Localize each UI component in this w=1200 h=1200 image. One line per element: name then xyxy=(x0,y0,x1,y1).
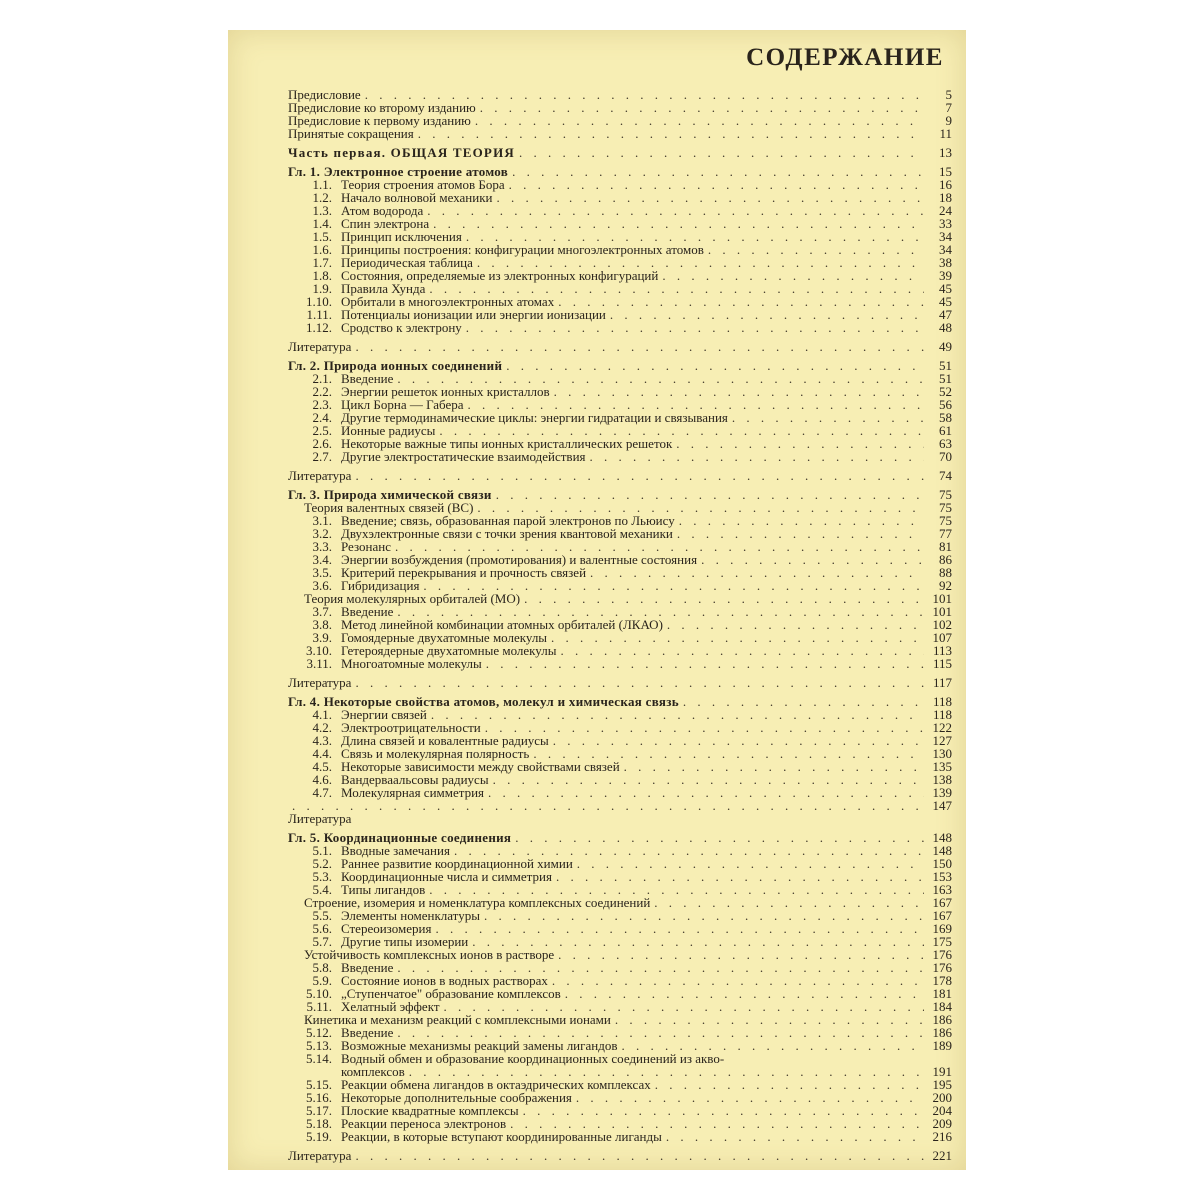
page-number: 148 xyxy=(932,843,952,858)
page-number: 39 xyxy=(939,268,952,283)
dot-leader xyxy=(418,127,924,140)
dot-leader xyxy=(662,269,924,282)
section-number: 3.7. xyxy=(312,604,332,619)
dot-leader xyxy=(485,721,924,734)
section-number: 5.18. xyxy=(306,1116,332,1131)
section-number: 5.9. xyxy=(312,973,332,988)
dot-leader xyxy=(355,676,924,689)
page-number: 200 xyxy=(932,1090,952,1105)
entry-title: Вандерваальсовы радиусы xyxy=(341,772,489,787)
toc-entry xyxy=(288,469,952,482)
page-number: 118 xyxy=(932,694,952,709)
entry-title: Состояния, определяемые из электронных конфигураций xyxy=(341,268,659,283)
entry-title: Некоторые дополнительные соображения xyxy=(341,1090,572,1105)
entry-title: Хелатный эффект xyxy=(341,999,440,1014)
section-number: 2.2. xyxy=(312,384,332,399)
page-number: 167 xyxy=(932,908,952,923)
dot-leader xyxy=(433,217,924,230)
entry-title: Возможные механизмы реакций замены лигандов xyxy=(341,1038,618,1053)
section-number: 5.15. xyxy=(306,1077,332,1092)
toc-entry xyxy=(288,657,952,670)
page-number: 216 xyxy=(932,1129,952,1144)
dot-leader xyxy=(556,870,924,883)
section-number: 4.1. xyxy=(312,707,332,722)
section-number: 2.7. xyxy=(312,449,332,464)
page-number: 189 xyxy=(932,1038,952,1053)
toc-entry xyxy=(288,1149,952,1162)
dot-leader xyxy=(427,204,924,217)
dot-leader xyxy=(610,308,924,321)
section-number: 5.10. xyxy=(306,986,332,1001)
section-number: 2.1. xyxy=(312,371,332,386)
page-number: 139 xyxy=(932,785,952,800)
section-number: 1.5. xyxy=(312,229,332,244)
page-number: 138 xyxy=(932,772,952,787)
dot-leader xyxy=(590,450,924,463)
page-number: 9 xyxy=(945,113,952,128)
entry-title: Реакции переноса электронов xyxy=(341,1116,507,1131)
entry-title: Вводные замечания xyxy=(341,843,450,858)
section-number: 3.10. xyxy=(306,643,332,658)
book-page xyxy=(228,30,966,1170)
toc-entry xyxy=(288,321,952,334)
dot-leader xyxy=(666,1130,924,1143)
dot-leader xyxy=(493,773,924,786)
page-number: 75 xyxy=(939,500,952,515)
literature-label: Литература xyxy=(288,675,352,690)
entry-title: комплексов xyxy=(341,1064,405,1079)
page-number: 191 xyxy=(932,1064,952,1079)
dot-leader xyxy=(435,922,924,935)
page-title: СОДЕРЖАНИЕ xyxy=(746,44,944,71)
dot-leader xyxy=(292,799,924,812)
entry-title: Молекулярная симметрия xyxy=(341,785,485,800)
chapter-title: Гл. 5. Координационные соединения xyxy=(288,830,512,845)
page-number: 51 xyxy=(939,371,952,386)
entry-title: Начало волновой механики xyxy=(341,190,493,205)
dot-leader xyxy=(732,411,924,424)
entry-title: Кинетика и механизм реакций с комплексными ионами xyxy=(304,1012,611,1027)
section-number: 5.17. xyxy=(306,1103,332,1118)
dot-leader xyxy=(496,488,924,501)
entry-title: Спин электрона xyxy=(341,216,430,231)
page-number: 34 xyxy=(939,242,952,257)
dot-leader xyxy=(576,1091,924,1104)
page-number: 24 xyxy=(939,203,952,218)
page-number: 221 xyxy=(932,1148,952,1163)
section-number: 5.6. xyxy=(312,921,332,936)
entry-title: Типы лигандов xyxy=(341,882,426,897)
entry-title: Принцип исключения xyxy=(341,229,462,244)
chapter-title: Гл. 2. Природа ионных соединений xyxy=(288,358,503,373)
chapter-title: Гл. 1. Электронное строение атомов xyxy=(288,164,509,179)
page-number: 92 xyxy=(939,578,952,593)
page-number: 51 xyxy=(939,358,952,373)
page-number: 48 xyxy=(939,320,952,335)
section-number: 1.9. xyxy=(312,281,332,296)
section-number: 1.11. xyxy=(306,307,332,322)
dot-leader xyxy=(519,146,924,159)
page-number: 169 xyxy=(932,921,952,936)
entry-title: Теория валентных связей (ВС) xyxy=(304,500,474,515)
entry-title: Сродство к электрону xyxy=(341,320,462,335)
section-number: 2.3. xyxy=(312,397,332,412)
page-number: 167 xyxy=(932,895,952,910)
page-number: 115 xyxy=(932,656,952,671)
entry-title: Введение xyxy=(341,960,394,975)
dot-leader xyxy=(488,786,924,799)
dot-leader xyxy=(355,1149,924,1162)
dot-leader xyxy=(497,191,925,204)
dot-leader xyxy=(431,708,924,721)
section-number: 5.2. xyxy=(312,856,332,871)
section-number: 3.2. xyxy=(312,526,332,541)
page-number: 163 xyxy=(932,882,952,897)
dot-leader xyxy=(655,1078,924,1091)
literature-label: Литература xyxy=(288,1148,352,1163)
entry-title: Реакции обмена лигандов в октаэдрических комплексах xyxy=(341,1077,651,1092)
section-number: 1.6. xyxy=(312,242,332,257)
entry-title: Энергии решеток ионных кристаллов xyxy=(341,384,550,399)
page-number: 33 xyxy=(939,216,952,231)
page-number: 204 xyxy=(932,1103,952,1118)
entry-title: Многоатомные молекулы xyxy=(341,656,482,671)
dot-leader xyxy=(553,734,924,747)
entry-title: Резонанс xyxy=(341,539,392,554)
section-number: 1.10. xyxy=(306,294,332,309)
page-number: 81 xyxy=(939,539,952,554)
page-number: 175 xyxy=(932,934,952,949)
page-number: 56 xyxy=(939,397,952,412)
literature-label: Литература xyxy=(288,811,352,826)
page-number: 176 xyxy=(932,960,952,975)
page-number: 153 xyxy=(932,869,952,884)
section-number: 5.13. xyxy=(306,1038,332,1053)
entry-title: Двухэлектронные связи с точки зрения квантовой механики xyxy=(341,526,673,541)
page-number: 102 xyxy=(932,617,952,632)
section-number: 5.8. xyxy=(312,960,332,975)
page-number: 45 xyxy=(939,294,952,309)
entry-title: Другие электростатические взаимодействия xyxy=(341,449,586,464)
section-number: 5.7. xyxy=(312,934,332,949)
entry-title: Другие типы изомерии xyxy=(341,934,469,949)
entry-title: Метод линейной комбинации атомных орбиталей (ЛКАО) xyxy=(341,617,663,632)
entry-title: Реакции, в которые вступают координированные лиганды xyxy=(341,1129,662,1144)
dot-leader xyxy=(355,469,924,482)
section-number: 3.5. xyxy=(312,565,332,580)
page-number: 127 xyxy=(932,733,952,748)
entry-title: Энергии возбуждения (промотирования) и валентные состояния xyxy=(341,552,698,567)
page-number: 75 xyxy=(939,513,952,528)
section-number: 1.8. xyxy=(312,268,332,283)
section-number: 2.6. xyxy=(312,436,332,451)
section-number: 1.2. xyxy=(312,190,332,205)
entry-title: Электроотрицательности xyxy=(341,720,481,735)
dot-leader xyxy=(577,857,924,870)
section-number: 5.4. xyxy=(312,882,332,897)
page-number: 186 xyxy=(932,1025,952,1040)
page-number: 70 xyxy=(939,449,952,464)
literature-label: Литература xyxy=(288,339,352,354)
page-number: 122 xyxy=(932,720,952,735)
section-number: 2.5. xyxy=(312,423,332,438)
dot-leader xyxy=(506,359,924,372)
entry-title: Длина связей и ковалентные радиусы xyxy=(341,733,549,748)
page-number: 38 xyxy=(939,255,952,270)
dot-leader xyxy=(466,321,924,334)
page-number: 13 xyxy=(939,145,952,160)
entry-title: Связь и молекулярная полярность xyxy=(341,746,530,761)
page-number: 88 xyxy=(939,565,952,580)
entry-title: Водный обмен и образование координационных соединений из акво- xyxy=(341,1051,725,1066)
page-number: 101 xyxy=(932,604,952,619)
section-number: 1.3. xyxy=(312,203,332,218)
page-number: 18 xyxy=(939,190,952,205)
dot-leader xyxy=(615,1013,924,1026)
section-number: 3.6. xyxy=(312,578,332,593)
section-number: 4.5. xyxy=(312,759,332,774)
section-number: 5.1. xyxy=(312,843,332,858)
section-number: 1.1. xyxy=(312,177,332,192)
entry-title: Плоские квадратные комплексы xyxy=(341,1103,519,1118)
dot-leader xyxy=(654,896,924,909)
section-number: 2.4. xyxy=(312,410,332,425)
section-number: 4.7. xyxy=(312,785,332,800)
entry-title: Правила Хунда xyxy=(341,281,426,296)
section-number: 3.8. xyxy=(312,617,332,632)
entry-title: Некоторые важные типы ионных кристаллических решеток xyxy=(341,436,673,451)
page-number: 47 xyxy=(939,307,952,322)
dot-leader xyxy=(524,592,924,605)
entry-title: Состояние ионов в водных растворах xyxy=(341,973,548,988)
section-number: 5.19. xyxy=(306,1129,332,1144)
section-number: 1.7. xyxy=(312,255,332,270)
page-number: 101 xyxy=(932,591,952,606)
entry-title: Устойчивость комплексных ионов в растворе xyxy=(304,947,555,962)
dot-leader xyxy=(677,527,924,540)
entry-title: Стереоизомерия xyxy=(341,921,432,936)
dot-leader xyxy=(558,295,924,308)
page-number: 52 xyxy=(939,384,952,399)
section-number: 5.11. xyxy=(306,999,332,1014)
toc-entry xyxy=(288,812,952,825)
entry-title: Цикл Борна — Габера xyxy=(341,397,464,412)
section-number: 3.4. xyxy=(312,552,332,567)
entry-title: Орбитали в многоэлектронных атомах xyxy=(341,294,555,309)
entry-title: Энергии связей xyxy=(341,707,427,722)
section-number: 3.3. xyxy=(312,539,332,554)
page-number: 63 xyxy=(939,436,952,451)
entry-title: Элементы номенклатуры xyxy=(341,908,480,923)
dot-leader xyxy=(523,1104,924,1117)
entry-title: Теория молекулярных орбиталей (МО) xyxy=(304,591,521,606)
entry-title: Потенциалы ионизации или энергии ионизации xyxy=(341,307,606,322)
page-number: 135 xyxy=(932,759,952,774)
page-number: 75 xyxy=(939,487,952,502)
entry-title: Другие термодинамические циклы: энергии гидратации и связывания xyxy=(341,410,728,425)
toc-entry xyxy=(288,786,952,799)
section-number: 5.16. xyxy=(306,1090,332,1105)
page-number: 181 xyxy=(932,986,952,1001)
entry-title: Периодическая таблица xyxy=(341,255,473,270)
page-number: 5 xyxy=(945,87,952,102)
page-number: 148 xyxy=(932,830,952,845)
page-number: 61 xyxy=(939,423,952,438)
entry-title: Предисловие к первому изданию xyxy=(288,113,471,128)
entry-title: Принципы построения: конфигурации многоэлектронных атомов xyxy=(341,242,704,257)
dot-leader xyxy=(515,831,924,844)
dot-leader xyxy=(683,695,924,708)
entry-title: Ионные радиусы xyxy=(341,423,436,438)
dot-leader xyxy=(509,178,924,191)
toc-entry xyxy=(288,799,952,812)
page-number: 74 xyxy=(939,468,952,483)
chapter-title: Гл. 3. Природа химической связи xyxy=(288,487,492,502)
dot-leader xyxy=(708,243,924,256)
entry-title: Введение; связь, образованная парой электронов по Льюису xyxy=(341,513,675,528)
toc-entry xyxy=(288,146,952,159)
section-number: 1.12. xyxy=(306,320,332,335)
section-number: 3.1. xyxy=(312,513,332,528)
dot-leader xyxy=(484,909,924,922)
section-number: 4.4. xyxy=(312,746,332,761)
page-number: 178 xyxy=(932,973,952,988)
part-title: Часть первая. ОБЩАЯ ТЕОРИЯ xyxy=(288,145,515,160)
entry-title: Строение, изомерия и номенклатура комплексных соединений xyxy=(304,895,651,910)
dot-leader xyxy=(355,340,924,353)
page-number: 150 xyxy=(932,856,952,871)
dot-leader xyxy=(480,101,924,114)
section-number: 4.2. xyxy=(312,720,332,735)
page-number: 176 xyxy=(932,947,952,962)
section-number: 3.11. xyxy=(306,656,332,671)
page-number: 195 xyxy=(932,1077,952,1092)
page-number: 117 xyxy=(932,675,952,690)
entry-title: Гомоядерные двухатомные молекулы xyxy=(341,630,548,645)
page-number: 16 xyxy=(939,177,952,192)
dot-leader xyxy=(676,437,924,450)
dot-leader xyxy=(558,948,924,961)
toc-entry xyxy=(288,450,952,463)
dot-leader xyxy=(667,618,924,631)
page-number: 107 xyxy=(932,630,952,645)
entry-title: Гетероядерные двухатомные молекулы xyxy=(341,643,557,658)
entry-title: Принятые сокращения xyxy=(288,126,414,141)
entry-title: Введение xyxy=(341,371,394,386)
entry-title: Теория строения атомов Бора xyxy=(341,177,505,192)
page-number: 186 xyxy=(932,1012,952,1027)
section-number: 5.5. xyxy=(312,908,332,923)
dot-leader xyxy=(551,631,924,644)
page-number: 58 xyxy=(939,410,952,425)
page-number: 77 xyxy=(939,526,952,541)
section-number: 3.9. xyxy=(312,630,332,645)
entry-title: Введение xyxy=(341,1025,394,1040)
dot-leader xyxy=(554,385,924,398)
dot-leader xyxy=(624,760,924,773)
page-number: 34 xyxy=(939,229,952,244)
section-number: 1.4. xyxy=(312,216,332,231)
page-number: 7 xyxy=(945,100,952,115)
chapter-title: Гл. 4. Некоторые свойства атомов, молекул и химическая связь xyxy=(288,694,679,709)
toc-entry xyxy=(288,1130,952,1143)
page-number: 86 xyxy=(939,552,952,567)
entry-title: Введение xyxy=(341,604,394,619)
entry-title: Критерий перекрывания и прочность связей xyxy=(341,565,587,580)
page-number: 11 xyxy=(939,126,952,141)
dot-leader xyxy=(560,644,924,657)
dot-leader xyxy=(590,566,924,579)
section-number: 4.6. xyxy=(312,772,332,787)
dot-leader xyxy=(701,553,924,566)
entry-title: Предисловие ко второму изданию xyxy=(288,100,476,115)
table-of-contents xyxy=(288,88,952,1162)
page-number: 147 xyxy=(932,798,952,813)
entry-title: Атом водорода xyxy=(341,203,424,218)
entry-title: „Ступенчатое" образование комплексов xyxy=(341,986,561,1001)
section-number: 5.12. xyxy=(306,1025,332,1040)
section-number: 5.3. xyxy=(312,869,332,884)
section-number: 5.14. xyxy=(306,1051,332,1066)
page-number: 49 xyxy=(939,339,952,354)
page-number: 113 xyxy=(932,643,952,658)
page-number: 15 xyxy=(939,164,952,179)
section-number: 4.3. xyxy=(312,733,332,748)
page-number: 130 xyxy=(932,746,952,761)
toc-entry xyxy=(288,340,952,353)
page-number: 118 xyxy=(932,707,952,722)
entry-title: Раннее развитие координационной химии xyxy=(341,856,573,871)
entry-title: Гибридизация xyxy=(341,578,420,593)
dot-leader xyxy=(486,657,924,670)
dot-leader xyxy=(679,514,924,527)
page-number: 184 xyxy=(932,999,952,1014)
toc-entry xyxy=(288,676,952,689)
dot-leader xyxy=(552,974,924,987)
literature-label: Литература xyxy=(288,468,352,483)
entry-title: Предисловие xyxy=(288,87,361,102)
dot-leader xyxy=(565,987,924,1000)
dot-leader xyxy=(475,114,924,127)
page-number: 209 xyxy=(932,1116,952,1131)
entry-title: Некоторые зависимости между свойствами связей xyxy=(341,759,620,774)
toc-entry xyxy=(288,127,952,140)
entry-title: Координационные числа и симметрия xyxy=(341,869,552,884)
dot-leader xyxy=(512,165,924,178)
page-number: 45 xyxy=(939,281,952,296)
